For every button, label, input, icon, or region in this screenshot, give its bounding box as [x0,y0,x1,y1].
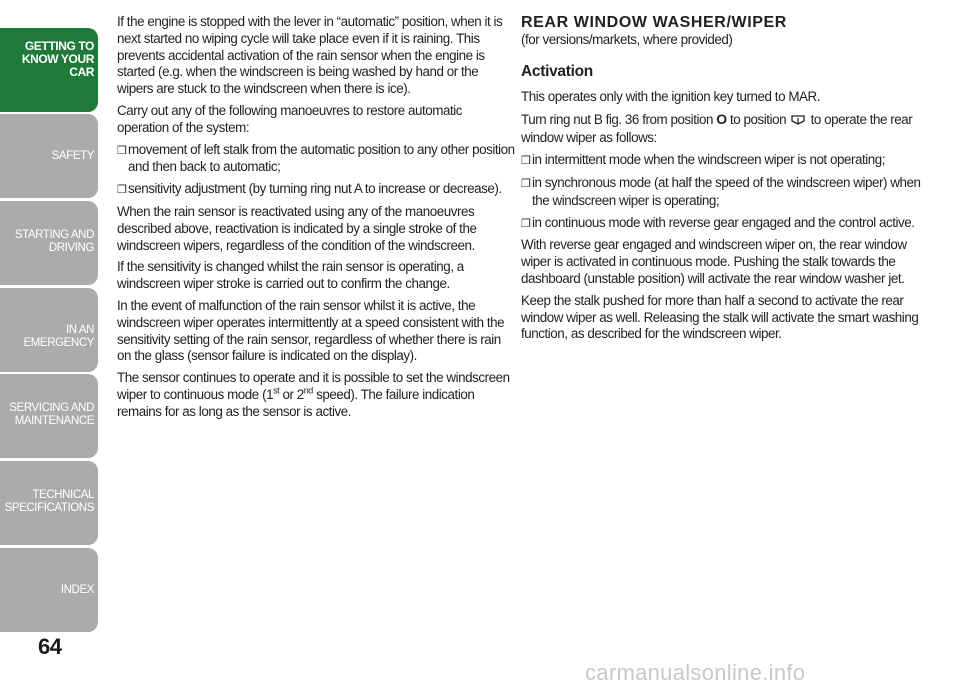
left-column [117,14,517,426]
rear-wiper-symbol-icon [791,113,805,131]
tab-label: SPECIFICATIONS [4,502,94,514]
paragraph: When the rain sensor is reactivated using any of the manoeuvres described above, reactivation is indicated by a single stroke of the windscreen wipers, regardless of the condition of the windscreen. [117,203,477,253]
tab-technical-specifications[interactable] [0,461,98,545]
bullet-icon: ❒ [521,177,531,190]
bullet-icon: ❒ [117,184,127,197]
tab-label: TECHNICAL [32,489,94,501]
list-item: ❒ in synchronous mode (at half the speed of the windscreen wiper) when the windscreen wiper is operating; [521,174,921,208]
tab-label: MAINTENANCE [14,415,94,427]
tab-label: DRIVING [48,242,94,254]
paragraph: Keep the stalk pushed for more than half a second to activate the rear window wiper as well. Releasing the stalk will activate the smart washing function, as described for the windscreen wiper. [521,292,919,342]
tab-label: SAFETY [51,150,94,162]
tab-label: GETTING TO [24,39,94,53]
tab-getting-to-know-your-car[interactable] [0,28,98,112]
paragraph: The sensor continues to operate and it is possible to set the windscreen wiper to continuous mode (1st or 2nd speed). The failure indication remains for as long as the sensor is active. [117,370,510,419]
paragraph: With reverse gear engaged and windscreen wiper on, the rear window wiper is activated in continuous mode. Pushing the stalk towards the dashboard (unstable position) will activate the rear window washer jet. [521,237,907,286]
tab-label: IN AN EMERGENCY [23,324,94,349]
list-item: ❒ sensitivity adjustment (by turning ring nut A to increase or decrease). [117,181,517,199]
section-subtitle: (for versions/markets, where provided) [521,32,733,47]
tab-label: INDEX [60,584,94,596]
paragraph: Turn ring nut B fig. 36 from position O to position to operate the rear window wiper as follows: [521,110,913,146]
subsection-heading: Activation [521,62,593,80]
tab-safety[interactable] [0,114,98,198]
list-item: ❒ movement of left stalk from the automatic position to any other position and then back to automatic; [117,141,515,175]
paragraph: This operates only with the ignition key turned to MAR. [521,88,821,104]
tab-label: KNOW YOUR CAR [21,52,94,79]
watermark: carmanualsonline.info [585,660,806,685]
tab-servicing-and-maintenance[interactable] [0,374,98,458]
list-item: ❒ in continuous mode with reverse gear engaged and the control active. [521,215,921,233]
right-column [521,14,921,348]
paragraph: If the sensitivity is changed whilst the rain sensor is operating, a windscreen wiper stroke is carried out to confirm the change. [117,259,464,292]
tab-index[interactable] [0,548,98,632]
tab-label: SERVICING AND [9,402,94,414]
paragraph: If the engine is stopped with the lever in “automatic” position, when it is next started no wiping cycle will take place even if it is raining. This prevents accidental activation of the rain sensor when the engine is started (e.g. when the windscreen is being washed by hand or the wipers are stuck to the windscreen when there is ice). [117,14,503,97]
position-o-symbol: O [716,110,727,127]
bullet-icon: ❒ [521,155,531,168]
page-number: 64 [38,634,62,659]
paragraph: In the event of malfunction of the rain sensor whilst it is active, the windscreen wiper operates intermittently at a speed consistent with the sensitivity setting of the rain sensor, regardless of whether there is rain on the glass (sensor failure is indicated on the display). [117,297,505,364]
bullet-icon: ❒ [521,217,531,230]
tab-starting-and-driving[interactable] [0,201,98,285]
section-heading: REAR WINDOW WASHER/WIPER [521,14,787,31]
list-item: ❒ in intermittent mode when the windscreen wiper is not operating; [521,152,921,170]
tab-in-an-emergency[interactable] [0,288,98,372]
tab-label: STARTING AND [14,229,94,241]
bullet-icon: ❒ [117,144,127,157]
paragraph: Carry out any of the following manoeuvres to restore automatic operation of the system: [117,102,462,135]
